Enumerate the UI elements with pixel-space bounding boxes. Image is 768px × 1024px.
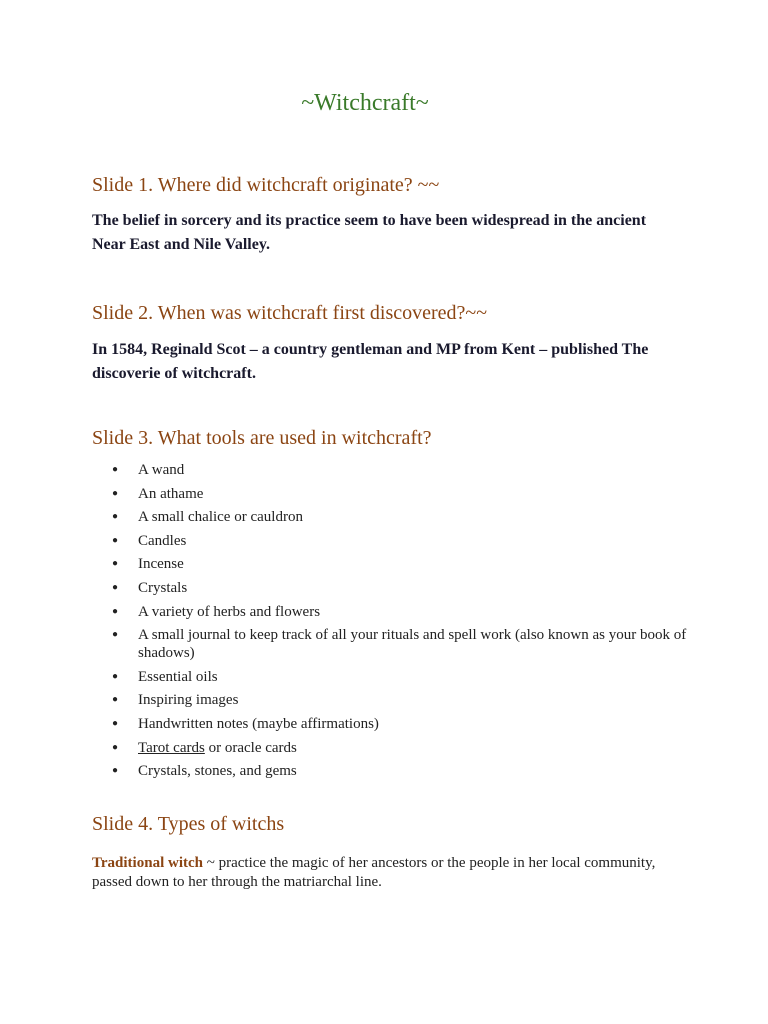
list-item (92, 485, 692, 503)
tool-label: Candles (138, 532, 187, 549)
list-item (92, 532, 692, 550)
tool-label: Incense (138, 556, 184, 573)
list-item (92, 508, 692, 526)
slide-2-heading: Slide 2. When was witchcraft first discovered?~~ (92, 302, 488, 324)
tool-label: Crystals, stones, and gems (138, 763, 297, 780)
tool-label: An athame (138, 485, 204, 502)
list-item (92, 626, 692, 662)
tool-label: A small chalice or cauldron (138, 509, 303, 526)
bullet-icon: ● (112, 741, 119, 753)
slide-1-answer: The belief in sorcery and its practice seem to have been widespread in the ancient Near East and Nile Valley. (92, 212, 647, 253)
tool-label: Crystals (138, 579, 188, 596)
slide-1-heading: Slide 1. Where did witchcraft originate? ~~ (92, 174, 440, 196)
list-item (92, 691, 692, 709)
bullet-icon: ● (112, 581, 119, 593)
list-item (92, 715, 692, 733)
slide-2-answer: In 1584, Reginald Scot – a country gentleman and MP from Kent – published The discoverie of witchcraft. (92, 341, 649, 382)
witch-type-description: ~ practice the magic of her ancestors or the people in her local community, passed down to her through the matriarchal line. (92, 855, 656, 890)
list-item (92, 668, 692, 686)
tool-label: Handwritten notes (maybe affirmations) (138, 715, 379, 732)
tool-label: A wand (138, 462, 185, 478)
list-item (92, 739, 692, 757)
tool-label: Essential oils (138, 668, 218, 685)
bullet-icon: ● (112, 670, 119, 682)
bullet-icon: ● (112, 487, 119, 499)
witch-type-name: Traditional witch (92, 855, 203, 871)
bullet-icon: ● (112, 694, 119, 706)
bullet-icon: ● (112, 534, 119, 546)
bullet-icon: ● (112, 558, 119, 570)
bullet-icon: ● (112, 717, 119, 729)
tool-label: Inspiring images (138, 692, 239, 709)
bullet-icon: ● (112, 765, 119, 777)
bullet-icon: ● (112, 511, 119, 523)
tarot-cards-link[interactable]: Tarot cards (138, 739, 205, 756)
list-item (92, 762, 692, 780)
list-item (92, 461, 692, 479)
tools-list (92, 461, 692, 786)
document-title: ~Witchcraft~ (301, 90, 429, 116)
bullet-icon: ● (112, 629, 119, 641)
tool-label: A variety of herbs and flowers (138, 603, 321, 620)
slide-4-heading: Slide 4. Types of witchs (92, 813, 285, 835)
tool-label: or oracle cards (204, 739, 297, 756)
slide-3-heading: Slide 3. What tools are used in witchcraft? (92, 427, 432, 449)
witch-type-paragraph (92, 854, 682, 892)
list-item (92, 579, 692, 597)
bullet-icon: ● (112, 605, 119, 617)
tool-label: A small journal to keep track of all your rituals and spell work (also known as your book of shadows) (138, 627, 687, 662)
list-item (92, 603, 692, 621)
list-item (92, 555, 692, 573)
bullet-icon: ● (112, 464, 119, 475)
